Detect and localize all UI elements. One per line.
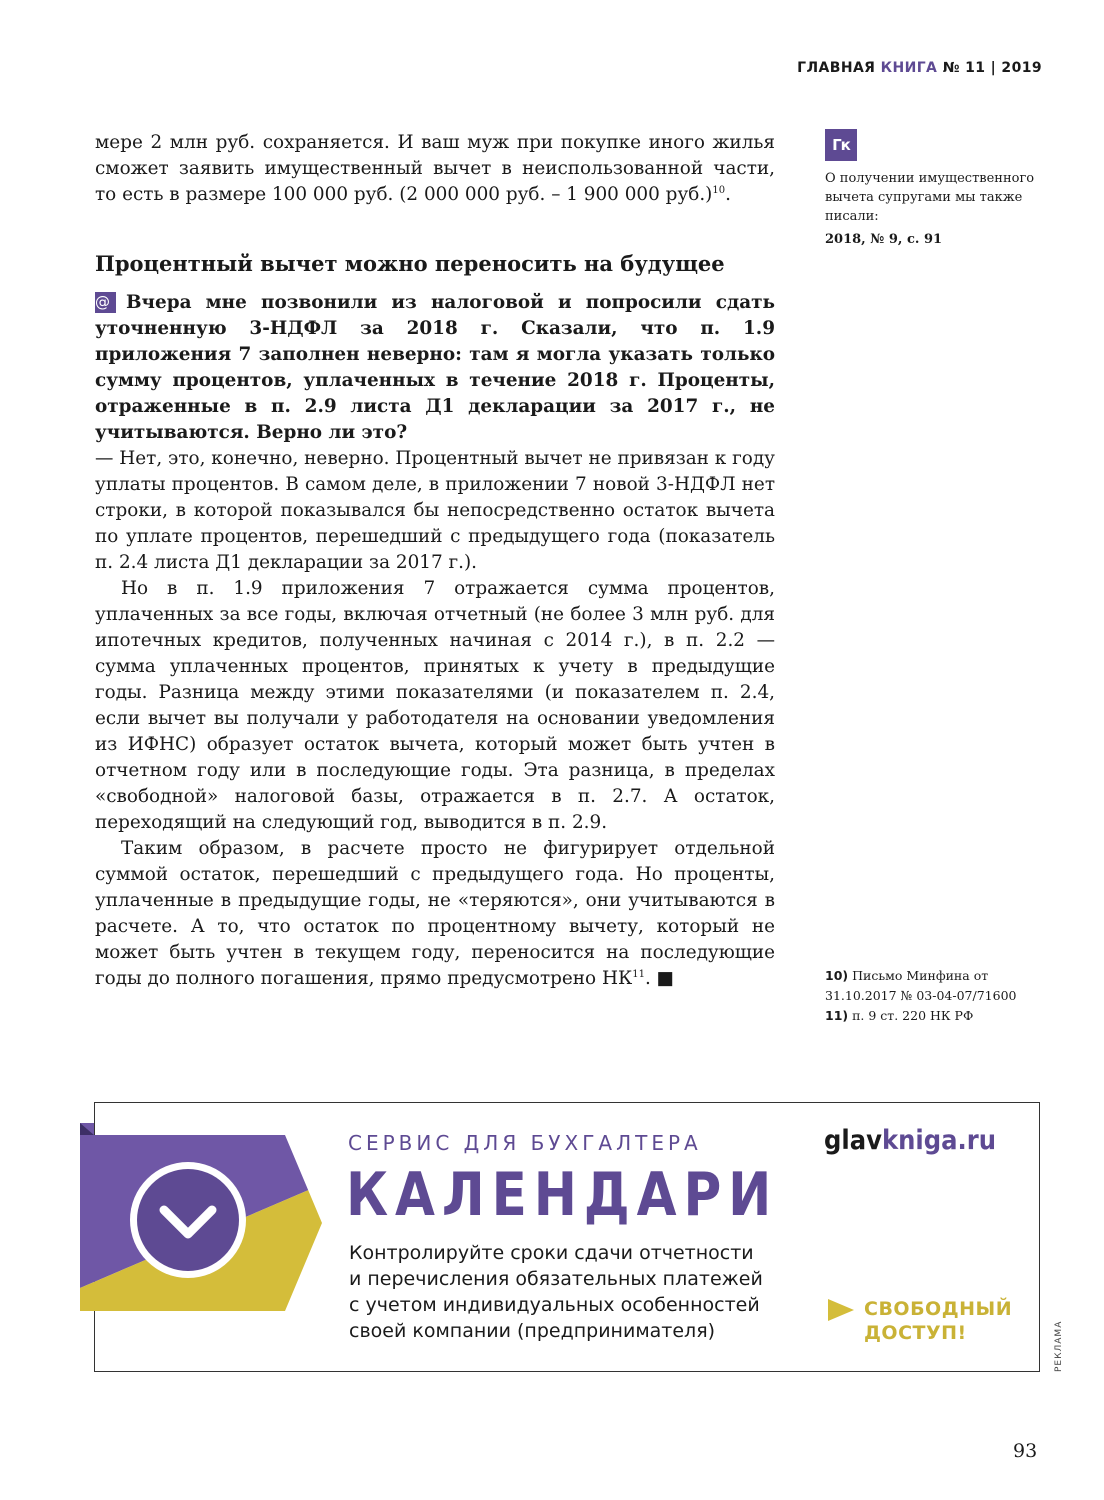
site-name-accent: kniga.ru xyxy=(881,1125,997,1156)
footnote-ref-10[interactable]: 10 xyxy=(712,184,726,196)
running-header xyxy=(797,60,1042,76)
ad-badge-graphic xyxy=(80,1123,325,1327)
section-title: Процентный вычет можно переносить на будущее xyxy=(95,251,725,276)
footnote-ref-11[interactable]: 11 xyxy=(632,968,645,980)
play-arrow-icon xyxy=(828,1299,854,1321)
article-column xyxy=(95,130,775,992)
footnote-number: 11) xyxy=(825,1008,849,1023)
question-at-icon: @ xyxy=(95,292,116,313)
ad-description: Контролируйте сроки сдачи отчетности и перечисления обязательных платежей с учетом индивидуальных особенностей своей компании (предпринимателя) xyxy=(349,1242,763,1342)
sidebar-note-text: О получении имущественного вычета супругами мы также писали: xyxy=(825,171,1035,224)
issue-number: № 11 | 2019 xyxy=(942,60,1042,76)
footnotes xyxy=(825,966,1055,1026)
footnote-item xyxy=(825,1006,1055,1026)
footnote-text: Письмо Минфина от 31.10.2017 № 03-04-07/71600 xyxy=(825,968,1017,1003)
footnote-number: 10) xyxy=(825,968,849,983)
ad-site-link[interactable] xyxy=(824,1125,996,1156)
free-access-label: СВОБОДНЫЙ ДОСТУП! xyxy=(864,1298,1013,1344)
magazine-name-accent: КНИГА xyxy=(880,60,938,76)
calendar-badge-icon xyxy=(80,1123,325,1323)
answer-paragraph-2: Но в п. 1.9 приложения 7 отражается сумма процентов, уплаченных за все годы, включая отчетный (не более 3 млн руб. для ипотечных кредитов, полученных начиная с 2014 г.), в п. 2.2 — сумма уплаченных процентов, принятых к учету в предыдущие годы. Разница между этими показателями (и показателем п. 2.4, если вычет вы получали у работодателя на основании уведомления из ИФНС) образует остаток вычета, который может быть учтен в отчетном году или в последующие годы. Эта разница, в пределах «свободной» налоговой базы, отражается в п. 2.7. А остаток, переходящий на следующий год, выводится в п. 2.9. xyxy=(95,578,775,833)
footnote-text: п. 9 ст. 220 НК РФ xyxy=(852,1008,974,1023)
answer-paragraph-1: — Нет, это, конечно, неверно. Процентный вычет не привязан к году уплаты процентов. В самом деле, в приложении 7 новой 3-НДФЛ нет строки, в которой показывался бы непосредственно остаток вычета по уплате процентов, перешедший с предыдущего года (показатель п. 2.4 листа Д1 декларации за 2017 г.). xyxy=(95,448,775,573)
magazine-name: ГЛАВНАЯ xyxy=(797,60,876,76)
gk-logo-icon: Гк xyxy=(825,129,857,161)
advertisement-mark: РЕКЛАМА xyxy=(1054,1320,1064,1372)
sidebar-reference-link[interactable]: 2018, № 9, с. 91 xyxy=(825,232,943,247)
free-access-button[interactable] xyxy=(828,1297,1013,1345)
intro-paragraph: мере 2 млн руб. сохраняется. И ваш муж при покупке иного жилья сможет заявить имущественный вычет в неиспользованной части, то есть в размере 100 000 руб. (2 000 000 руб. – 1 900 000 руб.)$^{10}$. xyxy=(95,132,775,205)
footnote-item xyxy=(825,966,1055,1006)
page-number: 93 xyxy=(1013,1440,1038,1462)
sidebar-note xyxy=(825,129,1040,249)
answer-paragraph-3: Таким образом, в расчете просто не фигурирует отдельной суммой остаток, перешедший с предыдущего года. Но проценты, уплаченные в предыдущие годы, не «теряются», они учитываются в расчете. А то, что остаток по процентному вычету, который не может быть учтен в текущем году, переносится на последующие годы до полного погашения, прямо предусмотрено НК$^{11}$. ■ xyxy=(95,838,775,989)
reader-question: @ Вчера мне позвонили из налоговой и попросили сдать уточненную 3-НДФЛ за 2018 г. Сказали, что п. 1.9 приложения 7 заполнен неверно: там я могла указать только сумму процентов, уплаченных в течение 2018 г. Проценты, отраженные в п. 2.9 листа Д1 декларации за 2017 г., не учитываются. Верно ли это? xyxy=(95,292,775,443)
site-name-prefix: glav xyxy=(824,1125,882,1156)
ad-headline: КАЛЕНДАРИ xyxy=(346,1160,779,1230)
ad-service-label: СЕРВИС ДЛЯ БУХГАЛТЕРА xyxy=(348,1131,702,1155)
